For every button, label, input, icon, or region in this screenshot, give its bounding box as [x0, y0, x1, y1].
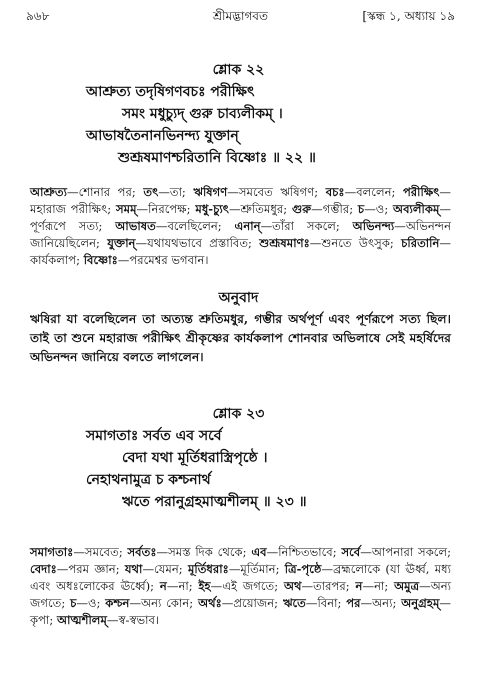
synonym-meaning: এই জগতে;: [222, 579, 284, 593]
book-title: শ্রীমদ্ভাগবত: [212, 9, 268, 23]
synonym-word: সমম্: [115, 202, 137, 216]
synonym-meaning: তারপর;: [313, 579, 356, 593]
verse-23-line-2: বেদা যথা মূর্তিধরাস্ত্রিপৃষ্ঠে ।: [122, 450, 268, 466]
synonym-meaning: বলেছিলেন;: [167, 219, 235, 233]
verse-23-line-1: সমাগতাঃ সর্বত এব সর্বে: [86, 428, 222, 444]
synonym-word: ঋতে: [282, 596, 306, 610]
synonym-word: পর: [346, 596, 361, 610]
synonym-meaning: গম্ভীর;: [322, 202, 358, 216]
synonym-word: এব: [251, 545, 267, 559]
synonym-word: চরিতানি: [401, 236, 440, 250]
synonym-meaning: ব্রহ্মলোকে (যা ঊর্ধ্ব, মধ্য এবং অধঃলোকের ঊর্ধ্বে);: [30, 562, 451, 593]
synonym-meaning: বিনা;: [317, 596, 347, 610]
verse-22-line-1: আশ্রুত্য তদৃষিগণবচঃ পরীক্ষিৎ: [86, 84, 255, 100]
synonym-word: ত্রি-পৃষ্ঠে: [284, 562, 322, 576]
synonym-meaning: কৃপা;: [30, 613, 57, 627]
synonym-meaning: কার্যকলাপ;: [30, 253, 84, 267]
verse-23-line-4: ঋতে পরানুগ্রহমাত্মশীলম্ ॥ ২৩ ॥: [122, 494, 307, 510]
synonym-meaning: ও;: [375, 202, 394, 216]
synonym-meaning: স্ব-স্বভাব।: [118, 613, 160, 627]
synonym-meaning: অন্য;: [372, 596, 402, 610]
synonym-word: ন: [355, 579, 363, 593]
synonym-meaning: তাঁরা সকলে;: [272, 219, 353, 233]
synonym-meaning: সমবেত;: [84, 545, 128, 559]
synonym-meaning: বললেন;: [356, 185, 403, 199]
synonym-word: এনান্: [234, 219, 261, 233]
verse-22-line-3: আভাষতৈনানভিনন্দ্য যুক্তান্: [86, 128, 239, 144]
synonym-meaning: তা;: [169, 185, 194, 199]
verse-22-translation: ঋষিরা যা বলেছিলেন তা অত্যন্ত শ্রুতিমধুর, গম্ভীর অর্থপূর্ণ এবং পূর্ণরূপে সত্য ছিল। তাই তা শুনে মহারাজ পরীক্ষিৎ শ্রীকৃষ্ণের কার্যকলাপ শোনবার অভিলাষে সেই মহর্ষিদের অভিনন্দন জানিয়ে বলতে লাগলেন।: [30, 312, 451, 364]
synonym-word: কশ্চন: [105, 596, 130, 610]
synonym-meaning: না;: [374, 579, 395, 593]
verse-22-line-2: সমং মধুচ্যুদ্ গুরু চাব্যলীকম্ ।: [122, 106, 283, 122]
synonym-word: যথা: [124, 562, 143, 576]
synonym-word: অর্থঃ: [198, 596, 222, 610]
synonym-meaning: শ্রুতিমধুর;: [240, 202, 292, 216]
synonym-word: অব্যলীকম্: [393, 202, 440, 216]
synonym-meaning: না;: [178, 579, 199, 593]
synonym-word: সর্বে: [341, 545, 361, 559]
synonym-word: ন: [159, 579, 167, 593]
synonym-meaning: শুনতে উৎসুক;: [321, 236, 402, 250]
synonym-meaning: নিরপেক্ষ;: [148, 202, 196, 216]
synonym-meaning: অভিনন্দন জানিয়েছিলেন;: [30, 219, 451, 250]
synonym-meaning: পরম জ্ঞান;: [68, 562, 125, 576]
synonym-word: বেদাঃ: [30, 562, 57, 576]
verse-22-synonyms: আশ্রুত্য—শোনার পর; তৎ—তা; ঋষিগণ—সমবেত ঋষিগণ; বচঃ—বললেন; পরীক্ষিৎ—মহারাজ পরীক্ষিৎ; সমম্—নিরপেক্ষ; মধু-চ্যুৎ—শ্রুতিমধুর; গুরু—গম্ভীর; চ—ও; অব্যলীকম্—পূর্ণরূপে সত্য; আভাষত—বলেছিলেন; এনান্—তাঁরা সকলে; অভিনন্দ্য—অভিনন্দন জানিয়েছিলেন; যুক্তান্—যথাযথভাবে প্রস্তাবিত; শুশ্রূষমাণঃ—শুনতে উৎসুক; চরিতানি—কার্যকলাপ; বিষ্ণোঃ—পরমেশ্বর ভগবান।: [30, 185, 452, 267]
synonym-word: বচঃ: [325, 185, 345, 199]
synonym-meaning: শোনার পর;: [78, 185, 144, 199]
synonym-meaning: মূর্তিমান;: [240, 562, 285, 576]
synonym-word: শুশ্রূষমাণঃ: [259, 236, 310, 250]
synonym-meaning: পরমেশ্বর ভগবান।: [129, 253, 209, 267]
synonym-word: অথ: [283, 579, 302, 593]
synonym-word: অভিনন্দ্য: [352, 219, 395, 233]
synonym-meaning: যেমন;: [154, 562, 188, 576]
synonym-meaning: প্রয়োজন;: [233, 596, 283, 610]
synonym-word: অনুগ্রহম্: [401, 596, 440, 610]
section-reference: [স্কন্ধ ১, অধ্যায় ১৯: [362, 9, 455, 23]
synonym-meaning: নিশ্চিতভাবে;: [278, 545, 342, 559]
verse-23-heading: শ্লোক ২৩: [212, 406, 265, 422]
synonym-meaning: যথাযথভাবে প্রস্তাবিত;: [147, 236, 260, 250]
verse-23-synonyms: সমাগতাঃ—সমবেত; সর্বতঃ—সমস্ত দিক থেকে; এব—নিশ্চিতভাবে; সর্বে—আপনারা সকলে; বেদাঃ—পরম জ্ঞান; যথা—যেমন; মূর্তিধরাঃ—মূর্তিমান; ত্রি-পৃষ্ঠে—ব্রহ্মলোকে (যা ঊর্ধ্ব, মধ্য এবং অধঃলোকের ঊর্ধ্বে); ন—না; ইহ—এই জগতে; অথ—তারপর; ন—না; অমুত্র—অন্য জগতে; চ—ও; কশ্চন—অন্য কোন; অর্থঃ—প্রয়োজন; ঋতে—বিনা; পর—অন্য; অনুগ্রহম্—কৃপা; আত্মশীলম্—স্ব-স্বভাব।: [30, 545, 452, 627]
running-header: [26, 8, 455, 28]
synonym-word: আত্মশীলম্: [56, 613, 107, 627]
verse-22-heading: শ্লোক ২২: [212, 62, 265, 78]
synonym-word: গুরু: [291, 202, 312, 216]
synonym-word: ইহ: [198, 579, 211, 593]
verse-23-line-3: নেহাথনামুত্র চ কশ্চনার্থ: [86, 472, 211, 488]
synonym-word: তৎ: [143, 185, 159, 199]
synonym-word: চ: [70, 596, 77, 610]
synonym-word: মূর্তিধরাঃ: [187, 562, 229, 576]
synonym-meaning: অন্য কোন;: [141, 596, 199, 610]
synonym-word: বিষ্ণোঃ: [83, 253, 118, 267]
synonym-word: সমাগতাঃ: [30, 545, 74, 559]
synonym-word: চ: [357, 202, 365, 216]
synonym-meaning: সমস্ত দিক থেকে;: [168, 545, 252, 559]
synonym-meaning: অন্য জগতে;: [30, 579, 452, 610]
synonym-word: ঋষিগণ: [193, 185, 228, 199]
synonym-word: যুক্তান্: [107, 236, 136, 250]
synonym-meaning: পূর্ণরূপে সত্য;: [30, 219, 116, 233]
synonym-word: সর্বতঃ: [127, 545, 157, 559]
synonym-meaning: মহারাজ পরীক্ষিৎ;: [30, 202, 116, 216]
synonym-meaning: আপনারা সকলে;: [371, 545, 452, 559]
translation-heading: অনুবাদ: [218, 290, 259, 306]
synonym-word: পরীক্ষিৎ: [402, 185, 440, 199]
synonym-word: আশ্রুত্য: [30, 185, 67, 199]
synonym-word: অমুত্র: [394, 579, 420, 593]
synonym-meaning: সমবেত ঋষিগণ;: [238, 185, 326, 199]
synonym-word: আভাষত: [115, 219, 156, 233]
page-number: ৯৬৮: [26, 9, 50, 23]
synonym-meaning: ও;: [87, 596, 106, 610]
verse-22-line-4: শুশ্রূষমাণশ্চরিতানি বিষ্ণোঃ ॥ ২২ ॥: [118, 150, 316, 166]
synonym-word: মধু-চ্যুৎ: [195, 202, 229, 216]
